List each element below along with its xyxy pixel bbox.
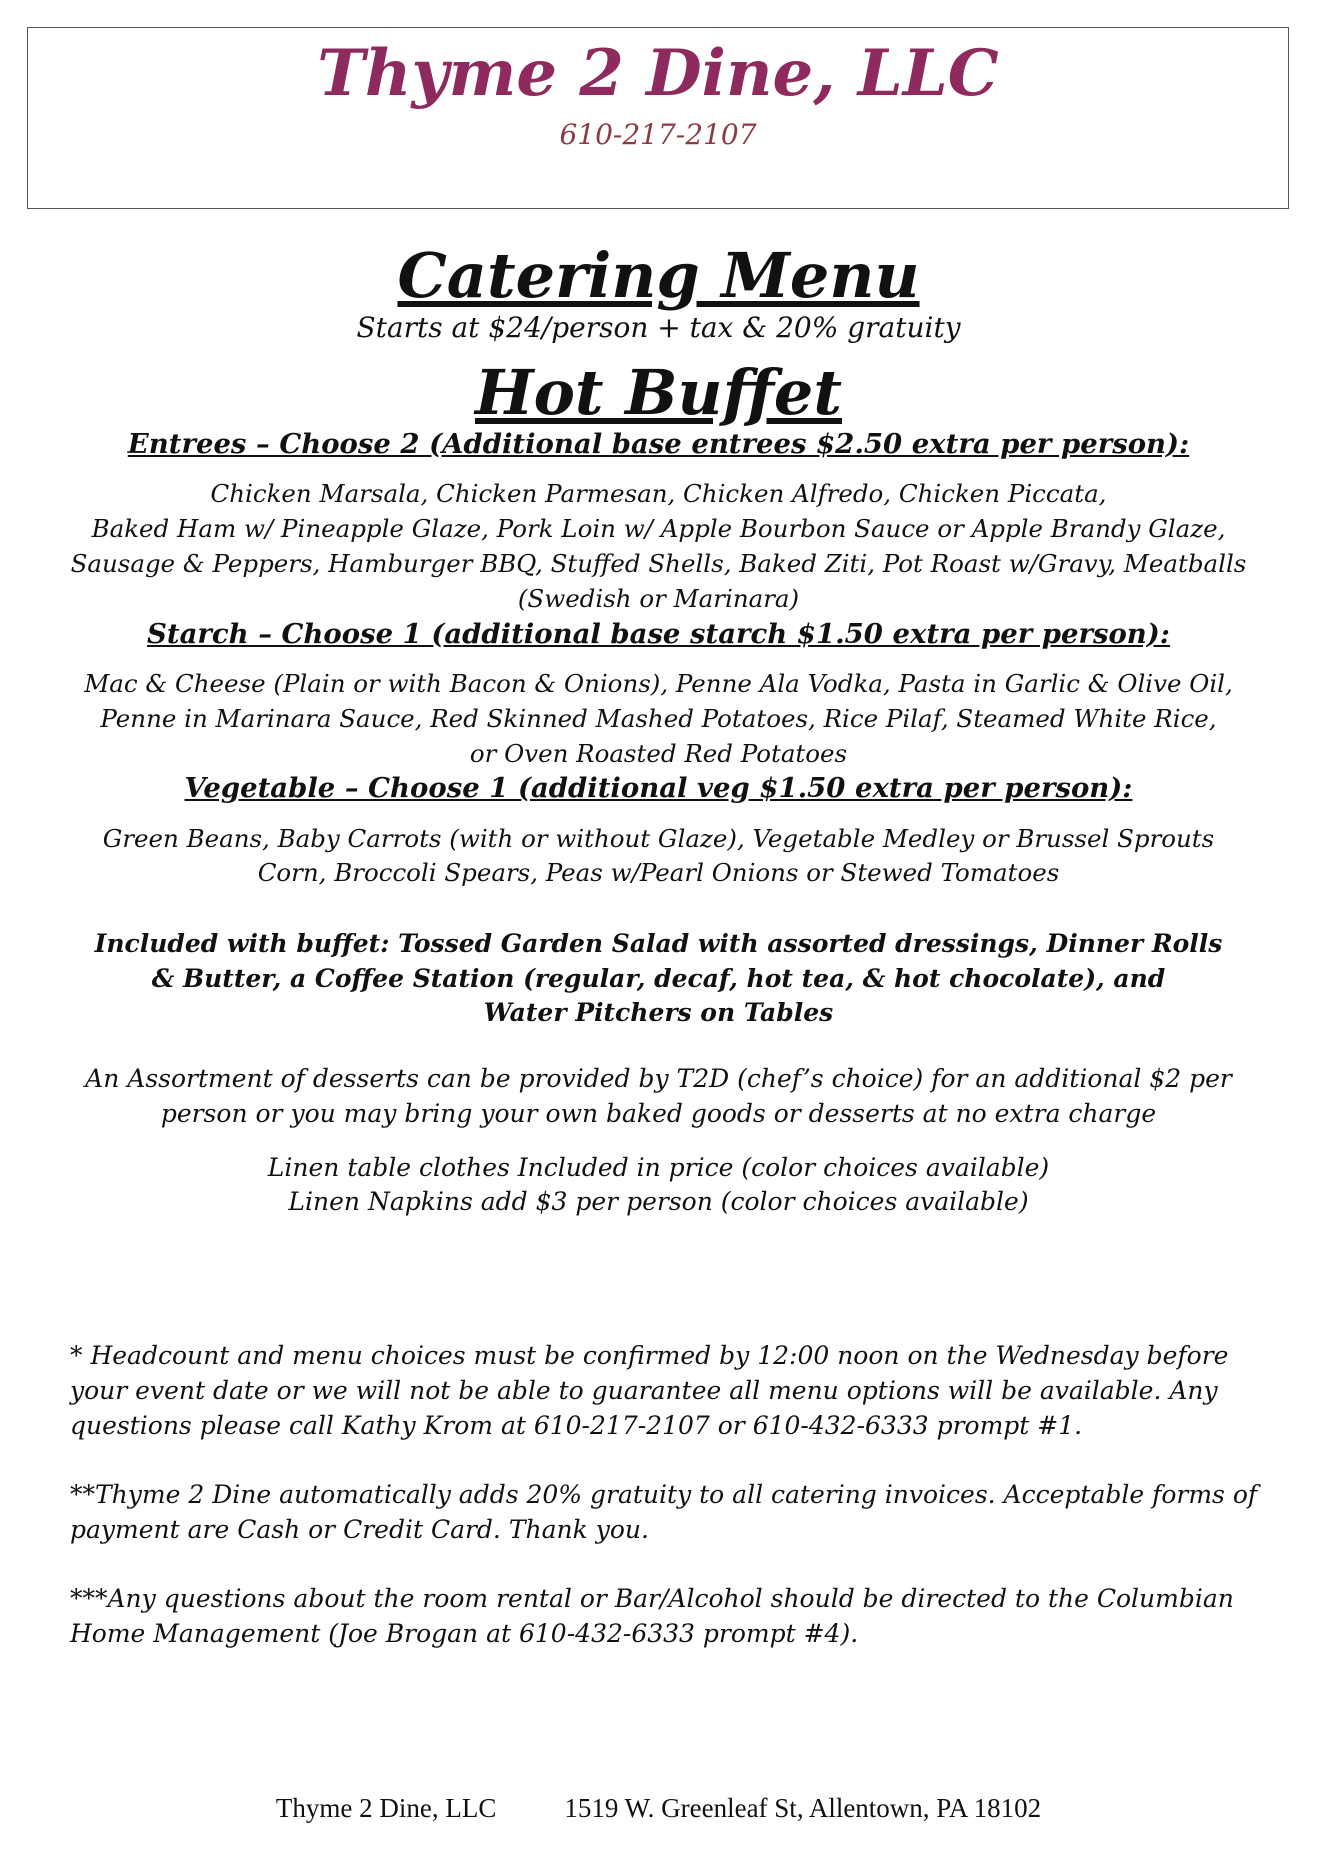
item-line: Chicken Marsala, Chicken Parmesan, Chicken Alfredo, Chicken Piccata, — [210, 479, 1107, 509]
category-items — [70, 477, 1247, 616]
included-line: & Butter, a Coffee Station (regular, decaf, hot tea, & hot chocolate), and — [151, 963, 1166, 993]
item-line: (Swedish or Marinara) — [517, 583, 800, 613]
section-title: Hot Buffet — [474, 355, 842, 429]
note-room-rental — [70, 1581, 1260, 1651]
note-line: ***Any questions about the room rental or Bar/Alcohol should be directed to the Columbian — [70, 1584, 1234, 1613]
category-heading: Vegetable – Choose 1 (additional veg $1.50 extra per person): — [184, 772, 1133, 805]
category-heading: Starch – Choose 1 (additional base starch $1.50 extra per person): — [147, 617, 1170, 650]
included-line: Water Pitchers on Tables — [483, 998, 834, 1028]
item-line: or Oven Roasted Red Potatoes — [469, 738, 848, 768]
note-headcount — [70, 1338, 1260, 1443]
included-line: Included with buffet: Tossed Garden Salad with assorted dressings, Dinner Rolls — [94, 929, 1223, 959]
company-name: Thyme 2 Dine, LLC — [317, 36, 999, 111]
linen-note — [70, 1151, 1247, 1220]
company-phone: 610-217-2107 — [559, 118, 757, 151]
note-line: Home Management (Joe Brogan at 610-432-6333 prompt #4). — [70, 1619, 859, 1648]
note-line: * Headcount and menu choices must be confirmed by 12:00 noon on the Wednesday before — [70, 1341, 1229, 1370]
item-line: Mac & Cheese (Plain or with Bacon & Onions), Penne Ala Vodka, Pasta in Garlic & Olive Oil, — [84, 668, 1233, 698]
item-line: Sausage & Peppers, Hamburger BBQ, Stuffed Shells, Baked Ziti, Pot Roast w/Gravy, Meatballs — [70, 549, 1247, 579]
category-items — [70, 667, 1247, 771]
letterhead-box — [27, 27, 1289, 209]
note-line: questions please call Kathy Krom at 610-217-2107 or 610-432-6333 prompt #1. — [70, 1411, 1083, 1440]
footnotes — [70, 1338, 1260, 1685]
item-line: Baked Ham w/ Pineapple Glaze, Pork Loin w/ Apple Bourbon Sauce or Apple Brandy Glaze, — [91, 514, 1226, 544]
category-vegetable — [70, 771, 1247, 891]
desserts-note — [70, 1061, 1247, 1131]
menu-content — [70, 240, 1247, 1220]
item-line: Green Beans, Baby Carrots (with or without Glaze), Vegetable Medley or Brussel Sprouts — [102, 823, 1215, 853]
price-line: Starts at $24/person + tax & 20% gratuity — [356, 311, 961, 345]
desserts-line: person or you may bring your own baked goods or desserts at no extra charge — [160, 1098, 1157, 1128]
footer-address: 1519 W. Greenleaf St, Allentown, PA 18102 — [564, 1793, 1042, 1823]
item-line: Penne in Marinara Sauce, Red Skinned Mashed Potatoes, Rice Pilaf, Steamed White Rice, — [100, 703, 1217, 733]
category-starch — [70, 617, 1247, 772]
linen-line: Linen Napkins add $3 per person (color choices available) — [288, 1187, 1029, 1217]
page-title: Catering Menu — [397, 239, 920, 312]
note-gratuity — [70, 1477, 1260, 1547]
note-line: **Thyme 2 Dine automatically adds 20% gratuity to all catering invoices. Acceptable forms of — [70, 1480, 1258, 1509]
included-with-buffet — [70, 927, 1247, 1031]
linen-line: Linen table clothes Included in price (color choices available) — [267, 1152, 1050, 1182]
note-line: payment are Cash or Credit Card. Thank you. — [70, 1515, 649, 1544]
page-footer — [0, 1793, 1317, 1824]
category-items — [70, 822, 1247, 892]
category-heading: Entrees – Choose 2 (Additional base entrees $2.50 extra per person): — [127, 428, 1190, 461]
footer-company: Thyme 2 Dine, LLC — [275, 1793, 497, 1823]
category-entrees — [70, 427, 1247, 617]
desserts-line: An Assortment of desserts can be provided by T2D (chef’s choice) for an additional $2 per — [85, 1063, 1232, 1093]
note-line: your event date or we will not be able to guarantee all menu options will be available. Any — [70, 1376, 1218, 1405]
item-line: Corn, Broccoli Spears, Peas w/Pearl Onions or Stewed Tomatoes — [257, 858, 1060, 888]
